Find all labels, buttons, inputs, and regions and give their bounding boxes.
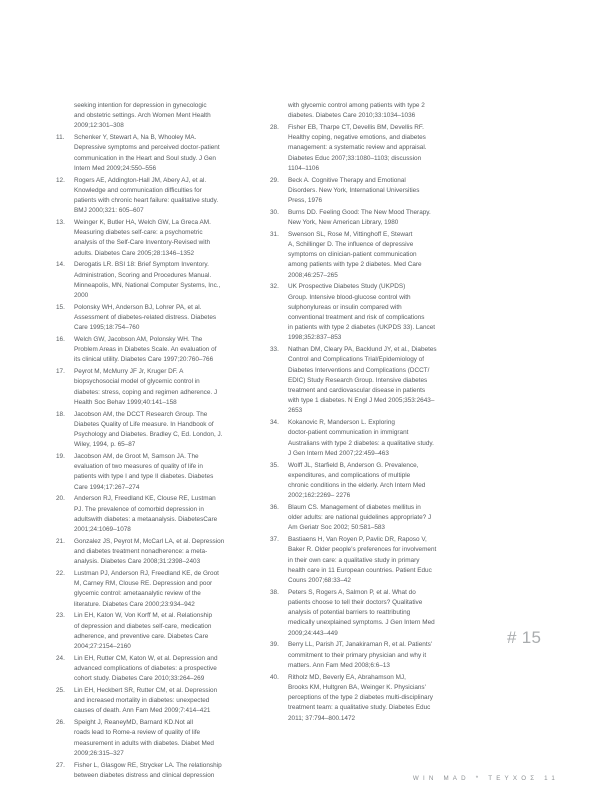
reference-text: seeking intention for depression in gynecologic and obstetric settings. Arch Women Ment Health 2009;12:301–308: [74, 102, 211, 130]
reference-number: 26.: [56, 719, 65, 727]
reference-item: [56, 133, 256, 174]
reference-number: 34.: [270, 419, 279, 427]
reference-number: 27.: [56, 761, 65, 769]
reference-item: [270, 673, 475, 724]
reference-number: 32.: [270, 283, 279, 291]
reference-text: Speight J, ReaneyMD, Barnard KD.Not all roads lead to Rome-a review of quality of life measurement in adults with diabetes. Diabet Med 2009;26:315–327: [74, 719, 214, 757]
reference-number: 15.: [56, 303, 65, 311]
reference-item: [270, 588, 475, 639]
reference-item: [56, 686, 256, 717]
reference-number: 12.: [56, 176, 65, 184]
reference-text: Lin EH, Katon W, Von Korff M, et al. Relationship of depression and diabetes self-care, medication adherence, and preventive care. Diabetes Care 2004;27:2154–2160: [74, 612, 213, 651]
reference-text: Lustman PJ, Anderson RJ, Freedland KE, de Groot M, Carney RM, Clouse RE. Depression and poor glycemic control: ametaanalytic review of the literature. Diabetes Care 2000;23:934–942: [74, 570, 219, 608]
reference-number: 28.: [270, 124, 279, 131]
reference-item: [270, 282, 475, 343]
reference-item: [56, 303, 256, 334]
reference-item: [56, 367, 256, 408]
reference-text: Peyrot M, McMurry JF Jr, Kruger DF. A biopsychosocial model of glycemic control in diabetes: stress, coping and regimen adherence. J Health Soc Behav 1999;40:141–158: [74, 368, 218, 406]
reference-number: 40.: [270, 673, 279, 681]
reference-item: [270, 461, 475, 502]
reference-item: [270, 101, 475, 121]
reference-number: 36.: [270, 504, 279, 512]
reference-number: 19.: [56, 453, 65, 461]
references-left-column: [56, 101, 256, 783]
reference-text: Derogatis LR. BSI 18: Brief Symptom Inventory. Administration, Scoring and Procedures Manual. Minneapolis, MN, National Computer Systems, Inc., 2000: [74, 261, 221, 300]
reference-text: Beck A. Cognitive Therapy and Emotional Disorders. New York, International Universities Press, 1976: [288, 176, 420, 205]
reference-text: Gonzalez JS, Peyrot M, McCarl LA, et al. Depression and diabetes treatment nonadherence: a meta- analysis. Diabetes Care 2008;31:2398–2403: [74, 537, 225, 566]
reference-text: UK Prospective Diabetes Study (UKPDS) Group. Intensive blood-glucose control with sulphonylureas or insulin compared with conventional treatment and risk of complications in patients with type 2 diabetes (UKPDS 33). Lancet 1998;352:837–853: [288, 283, 436, 342]
reference-number: 35.: [270, 461, 279, 469]
reference-number: 18.: [56, 410, 65, 418]
reference-item: [56, 654, 256, 685]
reference-number: 23.: [56, 612, 65, 620]
reference-text: Jacobson AM, de Groot M, Samson JA. The evaluation of two measures of quality of life in patients with type I and type II diabetes. Diabetes Care 1994;17:267–274: [74, 453, 214, 491]
reference-number: 30.: [270, 208, 279, 216]
reference-item: [56, 260, 256, 301]
reference-text: Burns DD. Feeling Good: The New Mood Therapy. New York, New American Library, 1980: [288, 208, 431, 227]
reference-text: Kokanovic R, Manderson L. Exploring doctor-patient communication in immigrant Australians with type 2 diabetes: a qualitative study. J Gen Intern Med 2007;22:459–463: [288, 419, 434, 457]
reference-text: Lin EH, Rutter CM, Katon W, et al. Depression and advanced complications of diabetes: a prospective cohort study. Diabetes Care 2010;33:264–269: [74, 654, 218, 683]
reference-text: Lin EH, Heckbert SR, Rutter CM, et al. Depression and increased mortality in diabetes: unexpected causes of death. Ann Fam Med 2009;7:414–421: [74, 687, 218, 715]
reference-text: Bastiaens H, Van Royen P, Pavlic DR, Raposo V, Baker R. Older people's preferences for involvement in their own care: a qualitative study in primary health care in 11 European countries. Patient Educ Couns 2007;68:33–42: [288, 536, 437, 585]
reference-text: Ritholz MD, Beverly EA, Abrahamson MJ, Brooks KM, Hultgren BA, Weinger K. Physicians' perceptions of the type 2 diabetes multi-disciplinary treatment team: a qualitative study. Diabetes Educ 2011; 37:794–800.1472: [288, 673, 433, 722]
reference-item: [270, 176, 475, 207]
reference-item: [56, 176, 256, 217]
reference-item: [56, 410, 256, 451]
reference-number: 39.: [270, 641, 279, 649]
reference-item: [56, 761, 256, 781]
reference-text: Anderson RJ, Freedland KE, Clouse RE, Lustman PJ. The prevalence of comorbid depression in adultswith diabetes: a metaanalysis. DiabetesCare 2001;24:1069–1078: [74, 495, 218, 534]
reference-text: Nathan DM, Cleary PA, Backlund JY, et al., Diabetes Control and Complications Trial/Epidemiology of Diabetes Interventions and Complications (DCCT/ EDIC) Study Research Group. Intensive diabetes treatment and cardiovascular disease in patients with type 1 diabetes. N Engl J Med 2005;353:2643– 2653: [288, 346, 437, 415]
reference-item: [270, 418, 475, 459]
reference-number: 29.: [270, 176, 279, 184]
reference-item: [270, 230, 475, 281]
reference-item: [270, 535, 475, 586]
reference-text: Weinger K, Butler HA, Welch GW, La Greca AM. Measuring diabetes self-care: a psychometric analysis of the Self-Care Inventory-Revised with adults. Diabetes Care 2005;28:1346–1352: [74, 219, 211, 257]
reference-item: [56, 718, 256, 759]
reference-item: [56, 611, 256, 652]
reference-item: [56, 335, 256, 366]
reference-item: [270, 503, 475, 534]
reference-text: Welch GW, Jacobson AM, Polonsky WH. The Problem Areas in Diabetes Scale. An evaluation of its clinical utility. Diabetes Care 1997;20:760–766: [74, 336, 217, 364]
reference-text: Blaum CS. Management of diabetes mellitus in older adults: are national guidelines appropriate? J Am Geriatr Soc 2002; 50:581–583: [288, 504, 432, 532]
reference-number: 20.: [56, 495, 65, 503]
reference-text: Schenker Y, Stewart A, Na B, Whooley MA. Depressive symptoms and perceived doctor-patient communication in the Heart and Soul study. J Gen Intern Med 2009;24:550–556: [74, 134, 220, 172]
reference-item: [270, 640, 475, 671]
reference-text: Peters S, Rogers A, Salmon P, et al. What do patients choose to tell their doctors? Qualitative analysis of potential barriers to reattributing medically unexplained symptoms. J Gen Intern Med 2009;24:443–449: [288, 588, 435, 637]
reference-text: Swenson SL, Rose M, Vittinghoff E, Stewart A, Schillinger D. The influence of depressive symptoms on clinician-patient communication among patients with type 2 diabetes. Med Care 2008;46:257–265: [288, 230, 422, 279]
reference-text: with glycemic control among patients with type 2 diabetes. Diabetes Care 2010;33:1034–1036: [288, 102, 425, 120]
reference-number: 22.: [56, 570, 65, 578]
reference-item: [56, 569, 256, 610]
reference-number: 33.: [270, 346, 279, 354]
reference-number: 31.: [270, 230, 279, 238]
reference-item: [270, 208, 475, 228]
reference-item: [270, 123, 475, 174]
reference-number: 38.: [270, 588, 279, 596]
reference-text: Polonsky WH, Anderson BJ, Lohrer PA, et al. Assessment of diabetes-related distress. Diabetes Care 1995;18:754–760: [74, 303, 217, 332]
reference-text: Jacobson AM, the DCCT Research Group. The Diabetes Quality of Life measure. In Handbook of Psychology and Diabetes. Bradley C, Ed. London, J. Wiley, 1994, p. 65–87: [74, 410, 223, 449]
reference-text: Berry LL, Parish JT, Janakiraman R, et al. Patients' commitment to their primary physician and why it matters. Ann Fam Med 2008;6:6–13: [288, 641, 433, 669]
reference-item: [56, 218, 256, 259]
reference-text: Fisher EB, Tharpe CT, Devellis BM, Devellis RF. Healthy coping, negative emotions, and diabetes management: a systematic review and appraisal. Diabetes Educ 2007;33:1080–1103; discussion 1104–1106: [288, 124, 427, 172]
reference-number: 24.: [56, 654, 65, 662]
reference-text: Fisher L, Glasgow RE, Strycker LA. The relationship between diabetes distress and clinical depression: [74, 761, 222, 779]
reference-text: Wolff JL, Starfield B, Anderson G. Prevalence, expenditures, and complications of multiple chronic conditions in the elderly. Arch Intern Med 2002;162:2269– 2276: [288, 461, 426, 500]
reference-number: 21.: [56, 537, 65, 545]
page-number: # 15: [507, 628, 542, 647]
reference-item: [56, 452, 256, 493]
reference-item: [56, 494, 256, 535]
reference-number: 14.: [56, 261, 65, 269]
reference-item: [56, 537, 256, 568]
reference-text: Rogers AE, Addington-Hall JM, Abery AJ, et al. Knowledge and communication difficulties for patients with chronic heart failure: qualitative study. BMJ 2000;321: 605–607: [74, 176, 219, 215]
references-right-column: [270, 101, 475, 725]
reference-number: 11.: [56, 134, 65, 142]
reference-number: 16.: [56, 336, 65, 344]
reference-item: [270, 345, 475, 416]
reference-item: [56, 101, 256, 132]
reference-number: 37.: [270, 536, 279, 544]
reference-number: 17.: [56, 368, 65, 376]
reference-number: 13.: [56, 219, 65, 227]
reference-number: 25.: [56, 687, 65, 695]
journal-footer: WIN MAD * ΤΕΥΧΟΣ 11: [412, 775, 559, 782]
